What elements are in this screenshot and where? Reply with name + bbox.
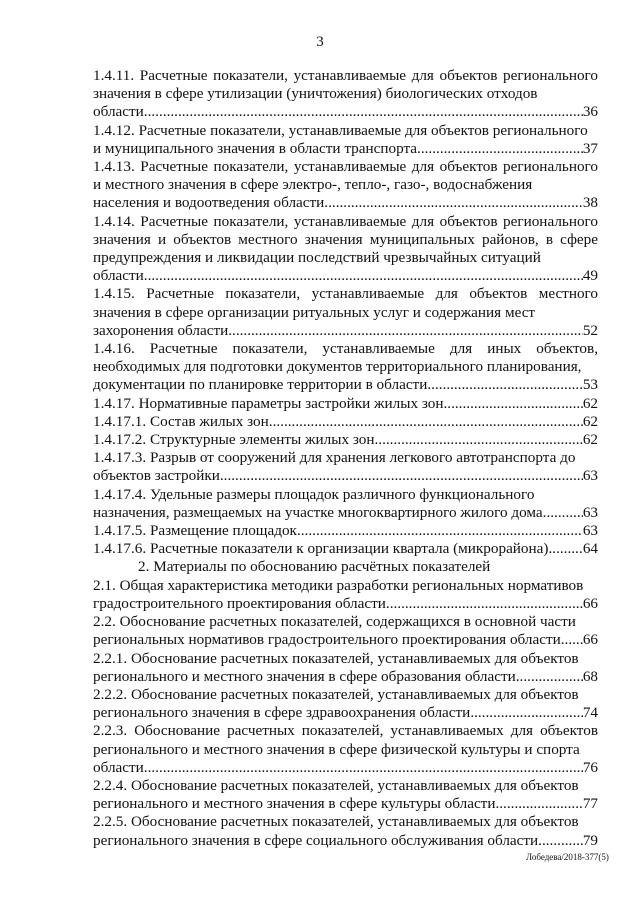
- toc-entry-last-line: [93, 431, 598, 449]
- toc-entry-last-line: [93, 395, 598, 413]
- toc-page-number: 62: [582, 431, 598, 449]
- toc-entry-last-line: [93, 413, 598, 431]
- dot-leader: [443, 395, 582, 413]
- toc-entry-text: 2.2.3. Обоснование расчетных показателей, устанавливаемых для объектов регионального и местного значения в сфере физической культуры и спорта: [93, 722, 598, 758]
- toc-entry-text-end: и муниципального значения в области транспорта: [93, 139, 418, 157]
- toc-entry[interactable]: [93, 613, 598, 649]
- toc-entry-text-end: регионального значения в сфере социального обслуживания области: [93, 831, 539, 849]
- toc-entry-text: 1.4.17.3. Разрыв от сооружений для хранения легкового автотранспорта до: [93, 449, 576, 467]
- toc-entry[interactable]: [93, 722, 598, 777]
- toc-entry-text-end: объектов застройки: [93, 467, 220, 485]
- toc-page-number: 53: [582, 376, 598, 394]
- toc-entry[interactable]: [93, 777, 598, 813]
- toc-entry-text-end: назначения, размещаемых на участке многоквартирного жилого дома: [93, 503, 543, 521]
- section-heading: 2. Материалы по обоснованию расчётных показателей: [138, 558, 491, 576]
- toc-page-number: 66: [582, 594, 598, 612]
- toc-entry-text-end: региональных нормативов градостроительного проектирования области: [93, 631, 561, 649]
- dot-leader: [495, 795, 582, 813]
- toc-entry-text: 1.4.15. Расчетные показатели, устанавливаемые для объектов местного значения в сфере организации ритуальных услуг и содержания мест: [93, 285, 598, 321]
- dot-leader: [561, 631, 583, 649]
- toc-entry[interactable]: [93, 431, 598, 449]
- toc-entry[interactable]: [93, 650, 598, 686]
- toc-page-number: 77: [582, 795, 598, 813]
- toc-entry-last-line: [93, 140, 598, 158]
- toc-page-number: 62: [582, 394, 598, 412]
- toc-entry-text: 1.4.11. Расчетные показатели, устанавливаемые для объектов регионального значения в сфере утилизации (уничтожения) биологических отходов: [93, 67, 598, 103]
- toc-entry-text-end: населения и водоотведения области: [93, 194, 325, 212]
- dot-leader: [470, 704, 583, 722]
- page-number: 3: [316, 34, 324, 50]
- toc-page-number: 62: [582, 412, 598, 430]
- toc-page-number: 68: [582, 667, 598, 685]
- dot-leader: [417, 140, 583, 158]
- toc-page-number: 76: [582, 758, 598, 776]
- toc-entry-last-line: [93, 467, 598, 485]
- toc-entry-last-line: [93, 194, 598, 212]
- toc-entry[interactable]: [93, 285, 598, 340]
- toc-entry-text-end: 1.4.17.6. Расчетные показатели к организации квартала (микрорайона): [93, 540, 549, 558]
- toc-entry-text: 2.1. Общая характеристика методики разработки региональных нормативов: [93, 576, 584, 594]
- toc-entry-last-line: [93, 504, 598, 522]
- toc-entry[interactable]: [93, 540, 598, 558]
- toc-page-number: 74: [582, 704, 598, 722]
- toc-entry-text: 2.2. Обоснование расчетных показателей, содержащихся в основной части: [93, 613, 576, 631]
- toc-entry-last-line: [93, 668, 598, 686]
- toc-list-part-1: [93, 67, 598, 558]
- footer-code: Лобедева/2018-377(5): [526, 852, 609, 862]
- table-of-contents: [93, 67, 598, 850]
- toc-entry-last-line: [93, 540, 598, 558]
- toc-entry-last-line: [93, 522, 598, 540]
- dot-leader: [386, 595, 583, 613]
- toc-page-number: 63: [582, 467, 598, 485]
- dot-leader: [220, 467, 583, 485]
- toc-entry-last-line: [93, 595, 598, 613]
- toc-entry[interactable]: [93, 395, 598, 413]
- toc-entry[interactable]: [93, 486, 598, 522]
- toc-page-number: 63: [582, 503, 598, 521]
- toc-entry-text-end: градостроительного проектирования области: [93, 594, 386, 612]
- toc-entry-text-end: 1.4.17. Нормативные параметры застройки жилых зон: [93, 394, 444, 412]
- toc-entry-text-end: области: [93, 103, 144, 121]
- toc-entry-text: 2.2.4. Обоснование расчетных показателей, устанавливаемых для объектов: [93, 776, 579, 794]
- toc-entry-last-line: [93, 795, 598, 813]
- dot-leader: [144, 267, 583, 285]
- toc-entry-text: 1.4.12. Расчетные показатели, устанавливаемые для объектов регионального: [93, 121, 588, 139]
- dot-leader: [538, 832, 583, 850]
- toc-entry-last-line: [93, 704, 598, 722]
- toc-entry-text-end: области: [93, 758, 144, 776]
- toc-page-number: 79: [582, 831, 598, 849]
- dot-leader: [297, 522, 583, 540]
- dot-leader: [374, 431, 582, 449]
- toc-entry-last-line: [93, 322, 598, 340]
- toc-page-number: 52: [582, 321, 598, 339]
- toc-entry-text-end: документации по планировке территории в области: [93, 376, 428, 394]
- dot-leader: [516, 668, 583, 686]
- toc-entry-last-line: [93, 832, 598, 850]
- toc-entry[interactable]: [93, 413, 598, 431]
- dot-leader: [228, 322, 583, 340]
- toc-entry-text: 2.2.5. Обоснование расчетных показателей, устанавливаемых для объектов: [93, 813, 579, 831]
- toc-entry-text: 2.2.1. Обоснование расчетных показателей, устанавливаемых для объектов: [93, 649, 579, 667]
- toc-entry[interactable]: [93, 577, 598, 613]
- dot-leader: [427, 376, 582, 394]
- toc-entry-text-end: области: [93, 267, 144, 285]
- toc-entry-text-end: захоронения области: [93, 321, 229, 339]
- dot-leader: [324, 194, 583, 212]
- toc-page-number: 63: [582, 522, 598, 540]
- dot-leader: [543, 504, 583, 522]
- toc-page-number: 37: [582, 139, 598, 157]
- toc-entry[interactable]: [93, 813, 598, 849]
- toc-entry[interactable]: [93, 122, 598, 158]
- toc-entry[interactable]: [93, 522, 598, 540]
- toc-page-number: 36: [582, 103, 598, 121]
- toc-page-number: 49: [582, 267, 598, 285]
- toc-entry-last-line: [93, 267, 598, 285]
- toc-entry-last-line: [93, 631, 598, 649]
- toc-entry[interactable]: [93, 67, 598, 122]
- toc-entry-last-line: [93, 759, 598, 777]
- toc-entry-text-end: 1.4.17.5. Размещение площадок: [93, 522, 297, 540]
- toc-page-number: 64: [582, 540, 598, 558]
- toc-entry-text: 1.4.13. Расчетные показатели, устанавливаемые для объектов регионального и местного значения в сфере электро-, тепло-, газо-, водоснабжения: [93, 158, 598, 194]
- toc-entry[interactable]: [93, 158, 598, 213]
- dot-leader: [144, 759, 583, 777]
- toc-entry[interactable]: [93, 449, 598, 485]
- dot-leader: [269, 413, 583, 431]
- toc-entry[interactable]: [93, 213, 598, 286]
- toc-entry-text: 1.4.16. Расчетные показатели, устанавливаемые для иных объектов, необходимых для подготовки документов территориального планирования,: [93, 340, 598, 376]
- toc-entry-text: 1.4.14. Расчетные показатели, устанавливаемые для объектов регионального значения и объектов местного значения муниципальных районов, в сфере предупреждения и ликвидации последствий чрезвычайных ситуаций: [93, 212, 598, 267]
- toc-page-number: 38: [582, 194, 598, 212]
- toc-entry[interactable]: [93, 686, 598, 722]
- toc-entry-text: 1.4.17.4. Удельные размеры площадок различного функционального: [93, 485, 535, 503]
- toc-entry-text-end: регионального значения в сфере здравоохранения области: [93, 704, 471, 722]
- toc-entry-last-line: [93, 376, 598, 394]
- toc-entry-text-end: регионального и местного значения в сфере образования области: [93, 667, 516, 685]
- toc-entry[interactable]: [93, 340, 598, 395]
- toc-entry-text-end: 1.4.17.2. Структурные элементы жилых зон: [93, 431, 375, 449]
- toc-entry-text: 2.2.2. Обоснование расчетных показателей, устанавливаемых для объектов: [93, 685, 579, 703]
- toc-entry-text-end: 1.4.17.1. Состав жилых зон: [93, 412, 269, 430]
- toc-entry-text-end: регионального и местного значения в сфере культуры области: [93, 795, 496, 813]
- toc-list-part-2: [93, 577, 598, 850]
- toc-entry-last-line: [93, 103, 598, 121]
- toc-page-number: 66: [582, 631, 598, 649]
- dot-leader: [144, 103, 583, 121]
- dot-leader: [548, 540, 582, 558]
